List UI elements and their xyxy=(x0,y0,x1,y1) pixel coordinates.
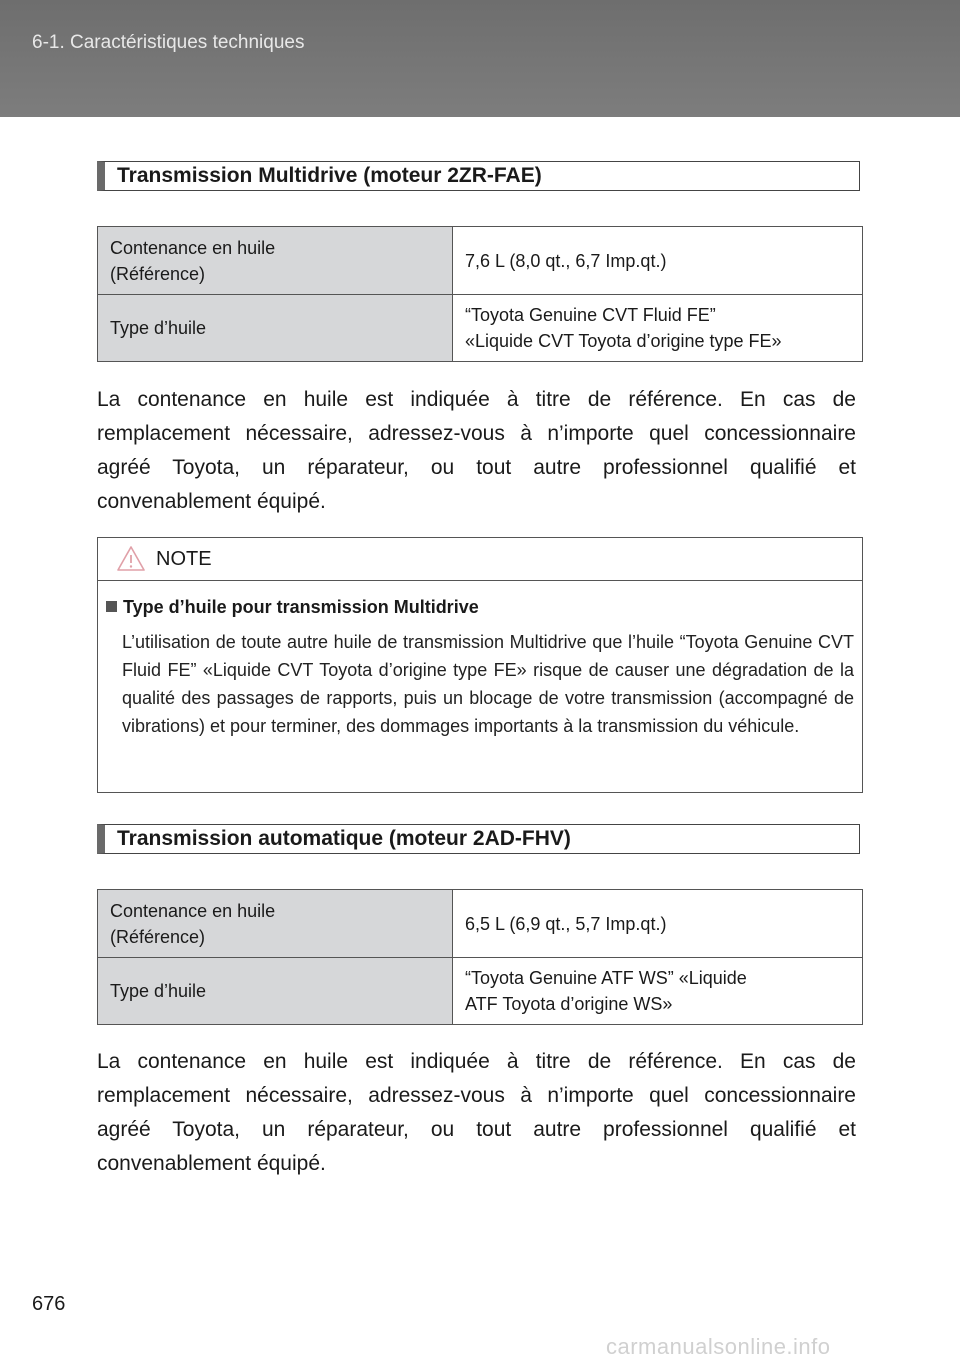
table-label-cell xyxy=(98,958,453,1025)
section-title-bar xyxy=(97,824,860,854)
label-text: Contenance en huile xyxy=(110,237,276,258)
page-number: 676 xyxy=(32,1293,66,1315)
table-row xyxy=(98,890,863,958)
chapter-title: 6-1. Caractéristiques techniques xyxy=(32,32,305,53)
value-text: “Toyota Genuine ATF WS” «Liquide xyxy=(465,968,747,988)
label-text: Type d’huile xyxy=(110,981,207,1001)
table-row xyxy=(98,227,863,295)
label-text: Contenance en huile xyxy=(110,900,276,921)
bullet-square-icon xyxy=(106,601,117,612)
section-title-bar xyxy=(97,161,860,191)
page-header xyxy=(0,0,960,117)
body-paragraph: La contenance en huile est indiquée à titre de référence. En cas de remplacement nécessaire, adressez-vous à n’importe quel concessionnaire agréé Toyota, un réparateur, ou tout autre professionnel qualifié et convenablement équipé. xyxy=(97,1050,856,1175)
value-text: 6,5 L (6,9 qt., 5,7 Imp.qt.) xyxy=(465,913,667,934)
value-text: 7,6 L (8,0 qt., 6,7 Imp.qt.) xyxy=(465,250,667,271)
spec-table xyxy=(97,226,863,362)
table-value-cell xyxy=(453,227,863,295)
body-paragraph: La contenance en huile est indiquée à titre de référence. En cas de remplacement nécessaire, adressez-vous à n’importe quel concessionnaire agréé Toyota, un réparateur, ou tout autre professionnel qualifié et convenablement équipé. xyxy=(97,388,856,513)
watermark: carmanualsonline.info xyxy=(606,1334,831,1359)
table-label-cell xyxy=(98,890,453,958)
warning-triangle-icon xyxy=(116,545,146,572)
value-text: “Toyota Genuine CVT Fluid FE” xyxy=(465,305,716,325)
table-value-cell xyxy=(453,958,863,1025)
section-title: Transmission Multidrive (moteur 2ZR-FAE) xyxy=(117,164,542,187)
table-value-cell xyxy=(453,295,863,362)
table-row xyxy=(98,295,863,362)
table-row xyxy=(98,958,863,1025)
table-label-cell xyxy=(98,227,453,295)
note-text: L’utilisation de toute autre huile de transmission Multidrive que l’huile “Toyota Genuine CVT Fluid FE” «Liquide CVT Toyota d’origine type FE» risque de causer une dégradation de la qualité des passages de rapports, puis un blocage de votre transmission (accompagné de vibrations) et pour terminer, des dommages importants à la transmission du véhicule. xyxy=(122,632,854,736)
note-subtitle xyxy=(106,597,479,618)
label-text: (Référence) xyxy=(110,926,206,947)
value-text: «Liquide CVT Toyota d’origine type FE» xyxy=(465,331,782,351)
label-text: Type d’huile xyxy=(110,318,207,338)
note-box xyxy=(97,537,863,793)
spec-table xyxy=(97,889,863,1025)
table-label-cell xyxy=(98,295,453,362)
section-title: Transmission automatique (moteur 2AD-FHV) xyxy=(117,827,571,850)
table-value-cell xyxy=(453,890,863,958)
label-text: (Référence) xyxy=(110,263,206,284)
note-header xyxy=(98,538,862,581)
note-label: NOTE xyxy=(156,548,212,570)
value-text: ATF Toyota d’origine WS» xyxy=(465,994,673,1014)
note-subtitle-text: Type d’huile pour transmission Multidrive xyxy=(123,597,479,617)
